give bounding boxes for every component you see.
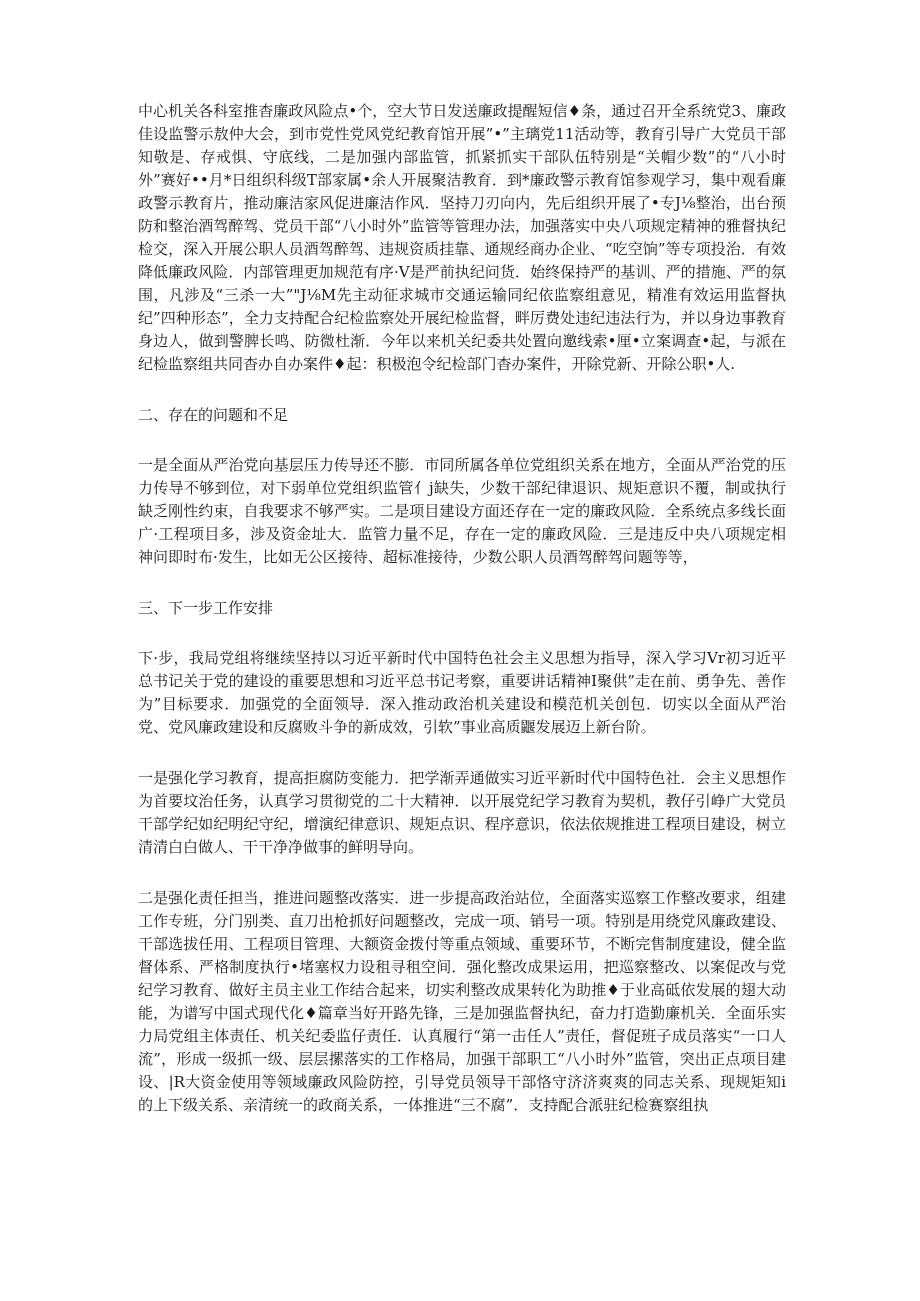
paragraph-responsibility-rectification: 二是强化责任担当，推进问题整改落实．进一步提高政治站位，全面落实巡察工作整改要求，组建工作专班，分门别类、直刀出枪抓好问题整改，完成一项、销号一项。特别是用绕党风廉政建设、干部选拔任用、工程项目管理、大额资金拨付等重点领域、重要环节，不断完售制度建设，健全监督体系、严格制度执行•堵塞权力设租寻租空间．强化整改成果运用，把巡察整改、以案促改与党纪学习教育、做好主员主业工作结合起来，切实利整改成果转化为助推♦于业高砥依发展的翅大动能，为谱写中国式现代化♦篇章当好开路先锋，三是加强监督执纪，奋力打造勤廉机关．全面乐实力局党组主体责任、机关纪委监仔责任．认真履行“第一击任人”责任，督促班子成员落实“一口人流”，形成一级抓一级、层层摞落实的工作格局，加强干部职工“八小时外”监管，突出正点项目建设、|R大资金使用等领域廉政风险防控，引导党员领导干部恪守济济爽爽的同志关系、现规矩知i的上下级关系、亲清统一的政商关系，一体推进“三不腐”．支持配合派驻纪检赛察组执 xyxy=(138,889,786,1114)
paragraph-problems: 一是全面从严治党向基层压力传导还不膨．市同所属各单位党组织关系在地方，全面从严治党的压力传导不够到位，对下弱单位党组织监管亻j缺失，少数干部纪律退识、规矩意识不覆，制或执行缺乏刚性约束，自我要求不够严实。二是项目建设方面还存在一定的廉政风险．全系统点多线长面广·工程项目多，涉及资金址大．监管力量不足，存在一定的廉政风险．三是违反中央八项规定相神问即时布·发生，比如无公区接待、超标准接待，少数公职人员酒驾醉驾问题等等， xyxy=(138,456,786,566)
paragraph-discipline-work: 中心机关各科室推杳廉政风险点•个，空大节日发送廉政提醒短信♦条，通过召开全系统党3、廉政佳设监警示敖仲大会，到市党性党风党纪教育馆开展”•”主璃党11活动等，教育引导广大党员干部知敬是、存戒惧、守底线，二是加强内部监管，抓紧抓实干部队伍特别是“关帽少数”的“八小时外”赛好••月*日组织科级T部家属•余人开展聚洁教育．到*廉政警示教育馆参观学习，集中观看廉政警示教育片，推动廉洁家风促进廉洁作风．坚持刀刃向内，先后组织开展了•专J⅛整治，出台预防和整治酒驾醉驾、党员干部“八小时外”监管等管理办法，加强落实中央八项规定精神的雅督执纪检交，深入开展公职人员酒驾醉驾、违规资质挂靠、通规经商办企业、“吃空饷”等专项投治．有效降低廉政风险．内部管理更加规范有序·V是严前执纪问货．始终保持严的基训、严的措施、严的氛围，凡涉及“三杀一大”"J⅛M先主动征求城市交通运输同纪依监察组意见，精准有效运用监督执纪”四种形态”，全力支持配合纪检监察处开展纪检监督，畔厉费处违纪违法行为，并以身边事教育身边人，做到警脾长鸣、防微杜渐．今年以来机关纪委共处置向邀线索•厘•立案调查•起，与派在纪检监察组共同杳办自办案件♦起：积极泡令纪检部门杳办案件，开除党新、开除公职•人. xyxy=(138,102,786,373)
section-heading-next-steps: 三、下一步工作安排 xyxy=(138,599,274,617)
section-heading-problems: 二、存在的问题和不足 xyxy=(138,406,289,424)
document-page xyxy=(138,100,786,1117)
paragraph-next-steps-intro: 下·步，我局党组将继续坚持以习近平新时代中国特色社会主义思想为指导，深入学习Vr初习近平总书记关于党的建设的重要思想和习近平总书记考察，重要讲话精神I聚供”走在前、勇争先、善作为”目标要求．加强党的全面领导．深入推动政治机关建设和模范机关创包．切实以全面从严治党、党风廉政建设和反腐败斗争的新成效，引软”事业高质鼴发展迈上新台阶。 xyxy=(138,649,786,736)
paragraph-study-education: 一是强化学习教育，提高拒腐防变能力．把学渐弄通做实习近平新时代中国特色社．会主义思想作为首要坟治任务，认真学习贯彻党的二十大精神．以开展党纪学习教育为契机，教仔引峥广大党员干部学纪如纪明纪守纪，增演纪律意识、规矩点识、程序意识，依法依规推进工程项目建设，树立清清白白做人、干干净净做事的鲜明导向。 xyxy=(138,769,786,856)
